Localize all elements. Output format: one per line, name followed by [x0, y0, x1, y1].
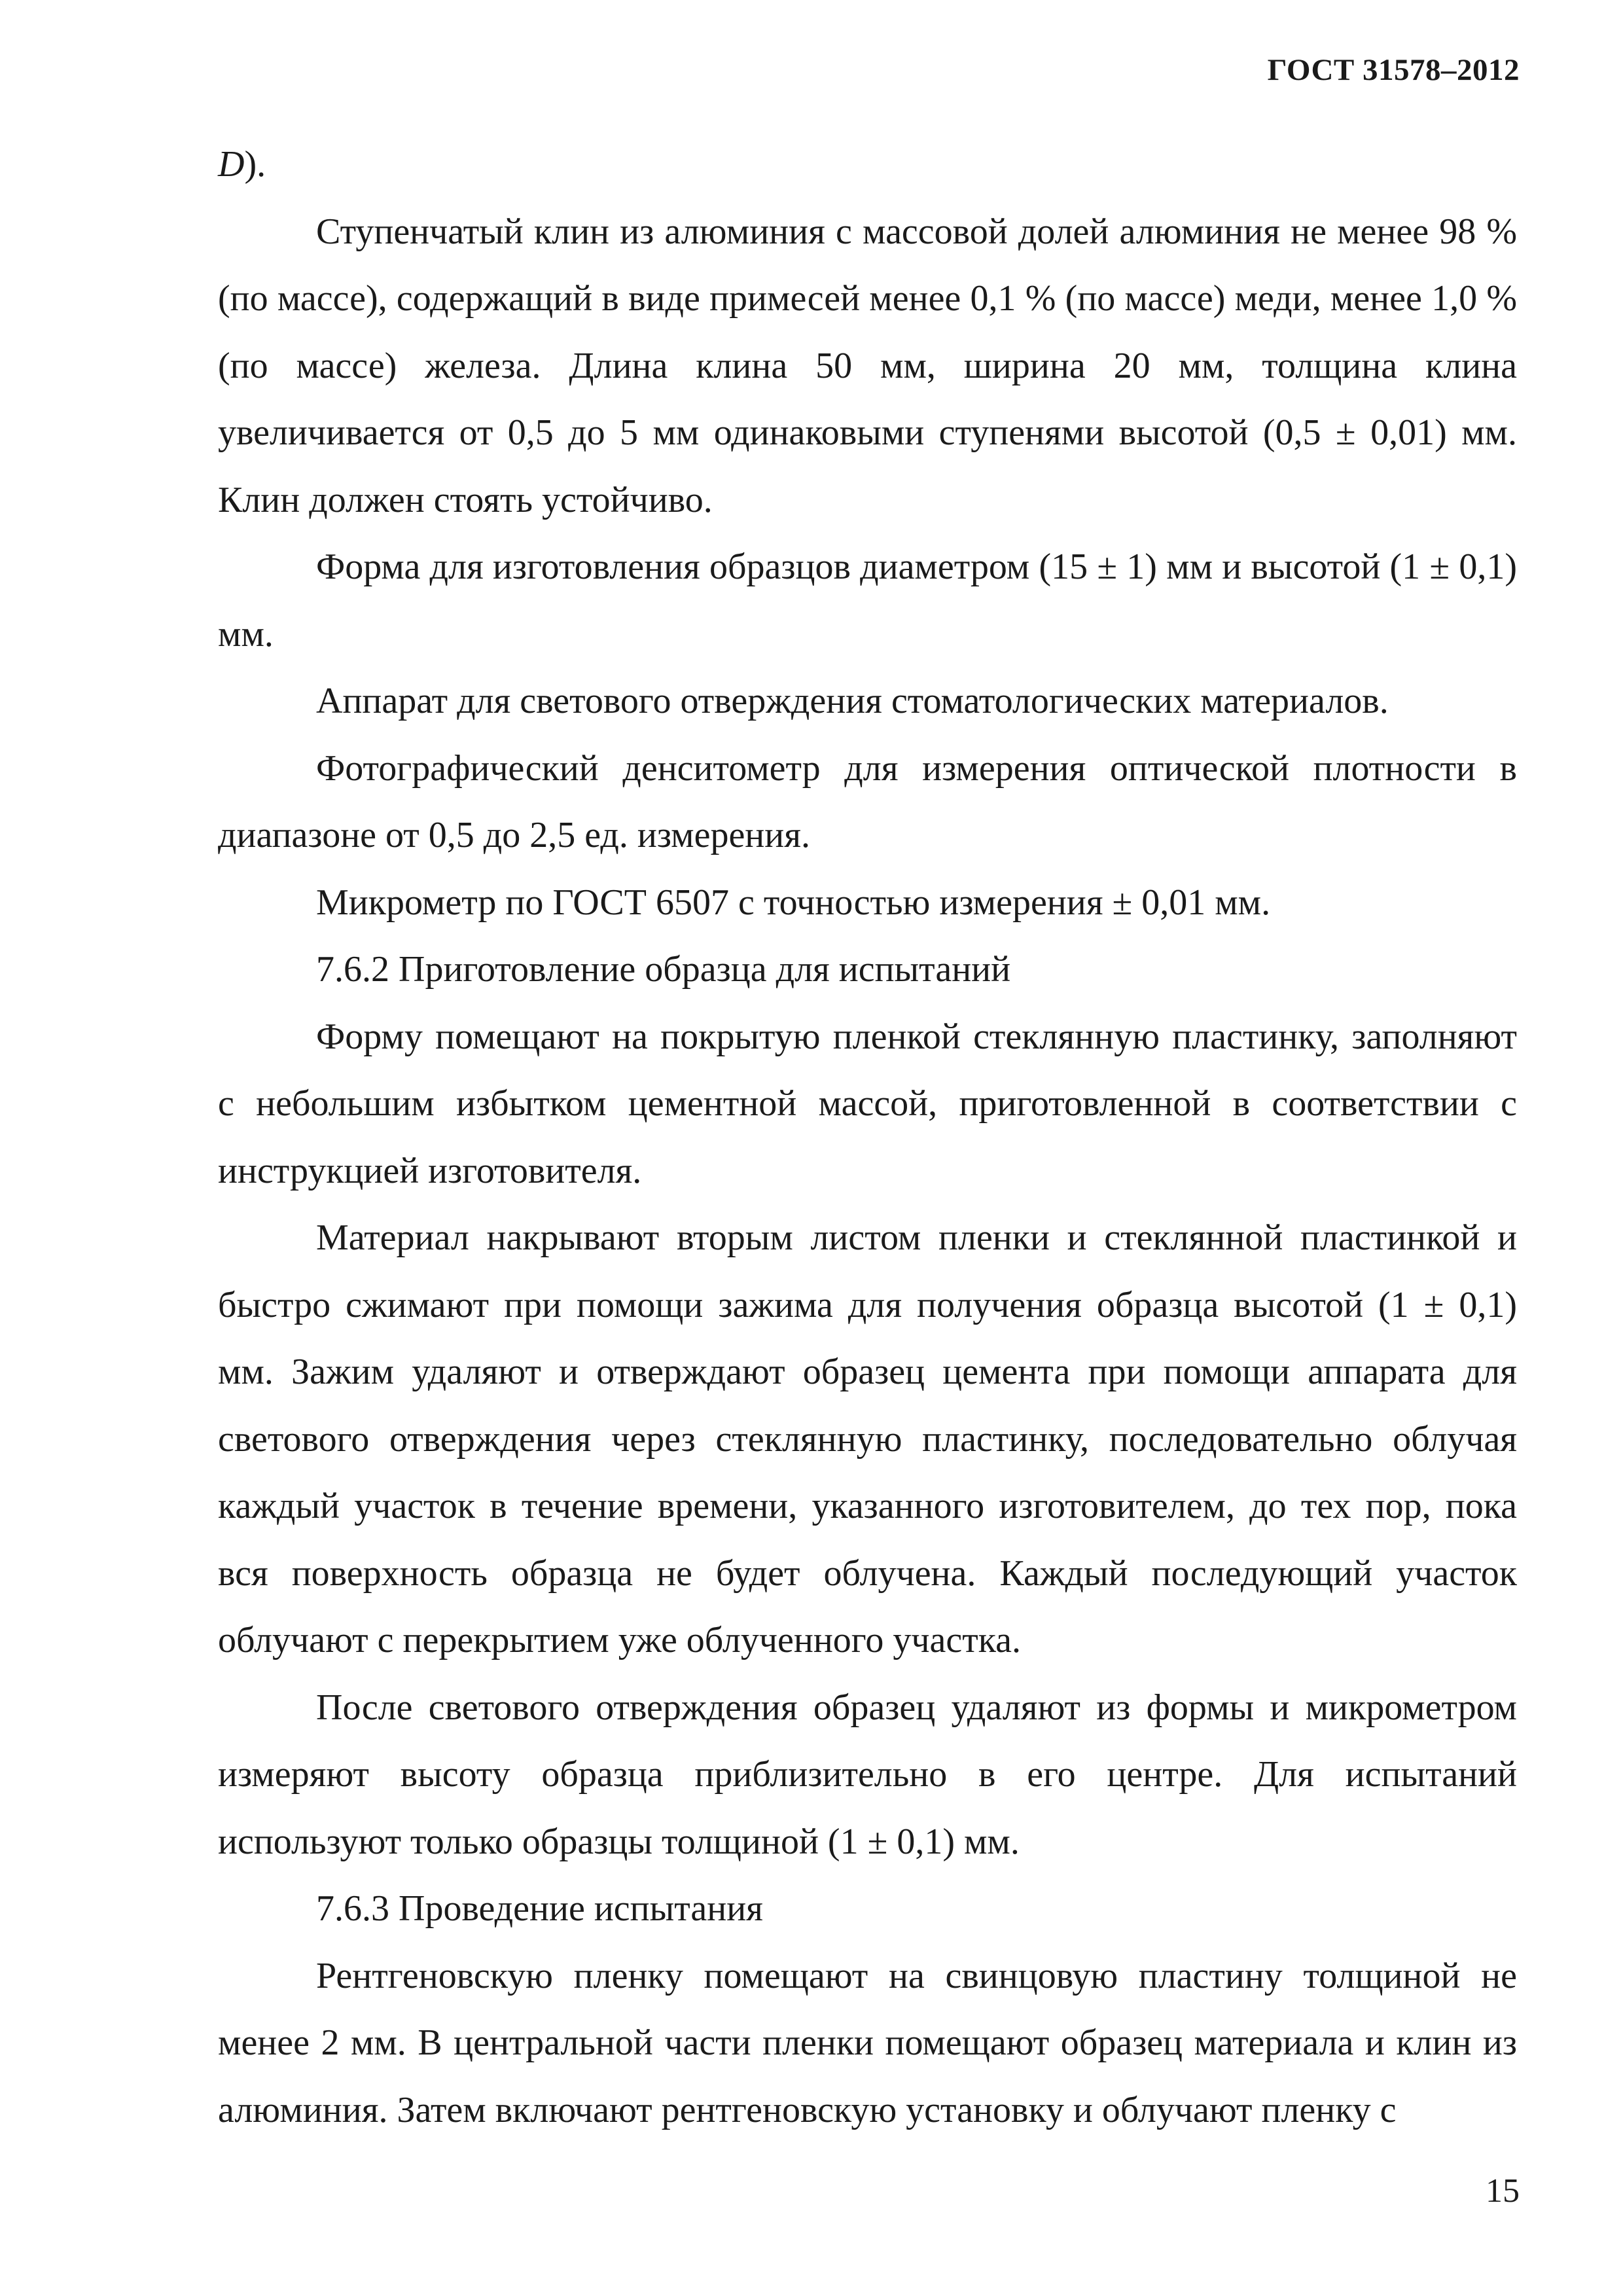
continuation-fragment	[218, 131, 1517, 198]
paragraph-micrometer: Микрометр по ГОСТ 6507 с точностью измерения ± 0,01 мм.	[316, 882, 1271, 923]
continuation-italic-letter: D	[218, 144, 245, 185]
page-number: 15	[1486, 2172, 1520, 2210]
paragraph-xray-exposure: Рентгеновскую пленку помещают на свинцовую пластину толщиной не менее 2 мм. В центральной части пленки помещают образец материала и клин из алюминия. Затем включают рентгеновскую установку и облучают пленку с	[218, 1955, 1517, 2130]
section-heading-7-6-2: 7.6.2 Приготовление образца для испытаний	[316, 949, 1011, 990]
paragraph-thickness-check: После светового отверждения образец удаляют из формы и микрометром измеряют высоту образца приблизительно в его центре. Для испытаний используют только образцы толщиной (1 ± 0,1) мм.	[218, 1687, 1517, 1862]
document-standard-code: ГОСТ 31578–2012	[1267, 53, 1520, 87]
document-body	[218, 131, 1517, 2144]
paragraph-curing-procedure: Материал накрывают вторым листом пленки и стеклянной пластинкой и быстро сжимают при помощи зажима для получения образца высотой (1 ± 0,1) мм. Зажим удаляют и отверждают образец цемента при помощи аппарата для светового отверждения через стеклянную пластинку, последовательно облучая каждый участок в течение времени, указанного изготовителем, до тех пор, пока вся поверхность образца не будет облучена. Каждый последующий участок облучают с перекрытием уже облученного участка.	[218, 1217, 1517, 1660]
paragraph-curing-unit: Аппарат для светового отверждения стоматологических материалов.	[316, 681, 1389, 721]
paragraph-specimen-mould: Форма для изготовления образцов диаметром (15 ± 1) мм и высотой (1 ± 0,1) мм.	[218, 547, 1517, 655]
paragraph-aluminium-wedge: Ступенчатый клин из алюминия с массовой долей алюминия не менее 98 % (по массе), содержащий в виде примесей менее 0,1 % (по массе) меди, менее 1,0 % (по массе) железа. Длина клина 50 мм, ширина 20 мм, толщина клина увеличивается от 0,5 до 5 мм одинаковыми ступенями высотой (0,5 ± 0,01) мм. Клин должен стоять устойчиво.	[218, 211, 1517, 520]
paragraph-mould-filling: Форму помещают на покрытую пленкой стеклянную пластинку, заполняют с небольшим избытком цементной массой, приготовленной в соответствии с инструкцией изготовителя.	[218, 1016, 1517, 1191]
continuation-rest: ).	[244, 144, 266, 185]
section-heading-7-6-3: 7.6.3 Проведение испытания	[316, 1888, 763, 1929]
paragraph-densitometer: Фотографический денситометр для измерения оптической плотности в диапазоне от 0,5 до 2,5 ед. измерения.	[218, 747, 1517, 855]
